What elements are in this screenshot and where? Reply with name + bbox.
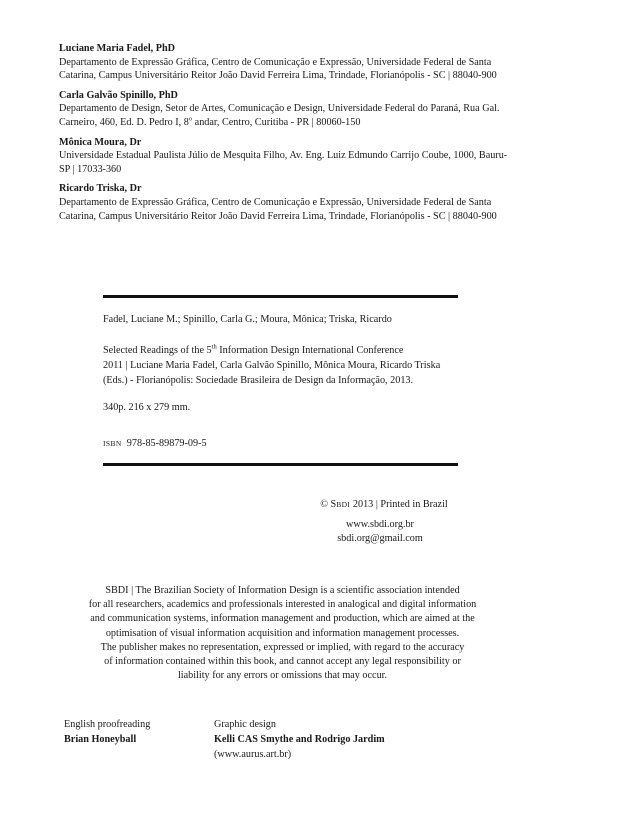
website-link[interactable]: www.sbdi.org.br: [346, 519, 414, 530]
catalog-pages: [103, 401, 463, 416]
about-line: of information contained within this book, and cannot accept any legal responsibility or: [104, 656, 461, 668]
catalog-title-block: [103, 344, 463, 388]
about-line: The publisher makes no representation, expressed or implied, with regard to the accuracy: [100, 641, 465, 653]
author-affiliation: Universidade Estadual Paulista Júlio de Mesquita Filho, Av. Eng. Luiz Edmundo Carrijo Coube, 1000, Bauru-SP | 17033-360: [59, 150, 508, 175]
org-initial: S: [330, 499, 337, 510]
author-affiliation: Departamento de Expressão Gráfica, Centro de Comunicação e Expressão, Universidade Federal de Santa Catarina, Campus Universitário Reitor João David Ferreira Lima, Trindade, Florianópolis - SC | 88040-900: [59, 56, 497, 82]
isbn-line: [103, 437, 463, 452]
proofreading-name: Brian Honeyball: [64, 734, 137, 745]
copyright-line: [0, 498, 638, 512]
catalog-authors-line: Fadel, Luciane M.; Spinillo, Carla G.; Moura, Mônica; Triska, Ricardo: [103, 314, 392, 325]
author-affiliation: Departamento de Expressão Gráfica, Centro de Comunicação e Expressão, Universidade Federal de Santa Catarina, Campus Universitário Reitor João David Ferreira Lima, Trindade, Florianópolis - SC | 88040-900: [59, 196, 497, 222]
about-line: SBDI | The Brazilian Society of Information Design is a scientific association intended: [105, 585, 460, 596]
author-list: [59, 42, 511, 229]
ordinal-superscript: th: [211, 343, 217, 351]
affiliation-text: andar, Centro, Curitiba - PR | 80060-150: [192, 116, 361, 128]
catalog-pages-text: 340p. 216 x 279 mm.: [103, 402, 191, 413]
author-entry: [59, 42, 511, 83]
about-line: optimisation of visual information acquisition and information management processes.: [105, 627, 460, 639]
proofreading-credit: [64, 717, 150, 747]
about-paragraph: [60, 584, 505, 683]
author-name: Carla Galvão Spinillo, PhD: [59, 89, 178, 101]
email-link[interactable]: sbdi.org@gmail.com: [337, 533, 423, 544]
catalog-title-line: [103, 344, 463, 359]
proofreading-label: English proofreading: [64, 719, 151, 730]
affiliation-text: Departamento de Design, Setor de Artes, Comunicação e Design, Universidade Federal do Paraná, Rua Gal. Carneiro, 460, Ed. D. Pedro I, 8: [59, 103, 500, 128]
design-label: Graphic design: [214, 719, 276, 730]
about-line: and communication systems, information management and production, which are aimed at the: [90, 613, 475, 625]
catalog-isbn: [103, 437, 463, 452]
author-affiliation: [59, 102, 511, 129]
catalog-editors-line: 2011 | Luciane Maria Fadel, Carla Galvão Spinillo, Mônica Moura, Ricardo Triska: [103, 359, 441, 371]
about-line: for all researchers, academics and professionals interested in analogical and digital information: [88, 599, 477, 611]
author-name: Ricardo Triska, Dr: [59, 183, 142, 195]
copyright-text: 2013 | Printed in Brazil: [350, 499, 448, 510]
author-entry: [59, 182, 511, 223]
catalog-authors: [103, 313, 463, 328]
author-name: Luciane Maria Fadel, PhD: [59, 43, 176, 54]
about-line: liability for any errors or omissions that may occur.: [177, 670, 388, 682]
copyright-symbol: ©: [320, 499, 328, 510]
catalog-publisher-line: (Eds.) - Florianópolis: Sociedade Brasileira de Design da Informação, 2013.: [103, 374, 414, 386]
ordinal-superscript: o: [188, 115, 193, 123]
author-name: Mônica Moura, Dr: [59, 136, 142, 148]
title-text: Selected Readings of the 5: [103, 345, 212, 356]
author-entry: [59, 136, 511, 177]
catalog-bottom-rule: [103, 463, 458, 466]
catalog-top-rule: [103, 295, 458, 298]
design-name: Kelli CAS Smythe and Rodrigo Jardim: [214, 734, 385, 745]
org-smallcaps: BDI: [336, 500, 351, 509]
isbn-number: 978-85-89879-09-5: [126, 438, 207, 449]
title-text: Information Design International Conference: [216, 345, 404, 356]
isbn-label: ISBN: [103, 439, 122, 448]
copyright-block: [0, 498, 638, 546]
design-credit: [214, 717, 385, 762]
author-entry: [59, 89, 511, 130]
design-website[interactable]: (www.aurus.art.br): [214, 749, 292, 760]
